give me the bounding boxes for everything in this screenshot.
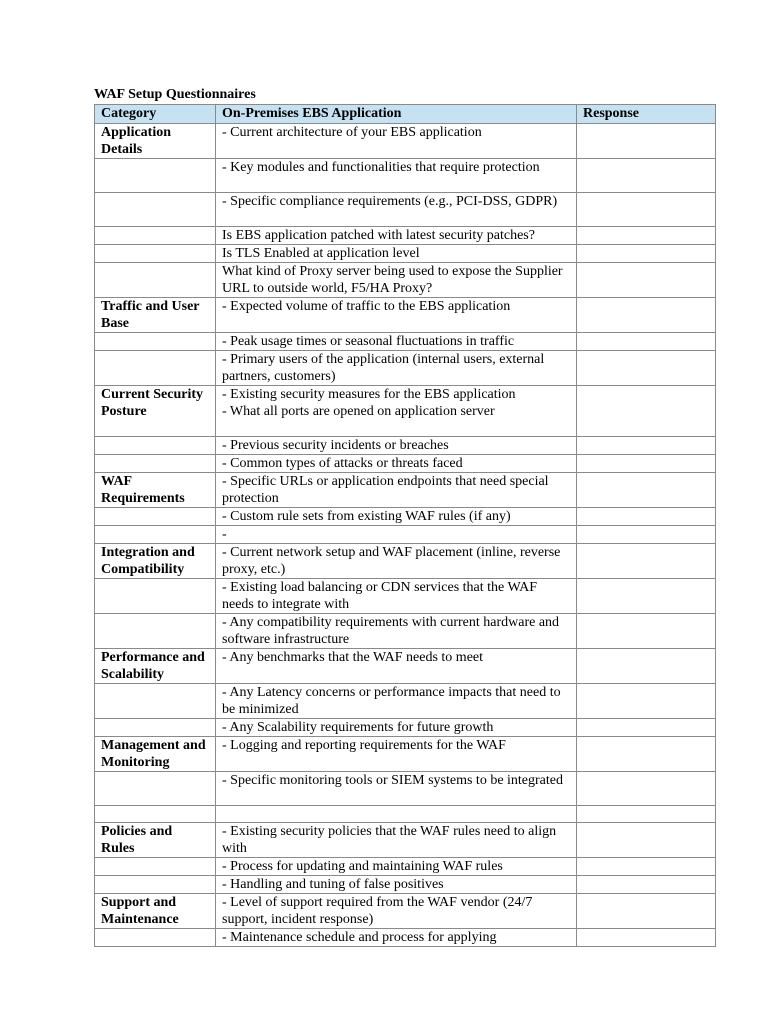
response-cell[interactable] bbox=[577, 772, 716, 806]
question-cell: - Custom rule sets from existing WAF rules (if any) bbox=[216, 508, 577, 526]
question-cell: - Specific monitoring tools or SIEM systems to be integrated bbox=[216, 772, 577, 806]
response-cell[interactable] bbox=[577, 894, 716, 929]
category-cell bbox=[95, 245, 216, 263]
questionnaire-table bbox=[94, 104, 716, 947]
response-cell[interactable] bbox=[577, 719, 716, 737]
table-row bbox=[95, 772, 716, 806]
response-cell[interactable] bbox=[577, 263, 716, 298]
question-cell: - Any Scalability requirements for future growth bbox=[216, 719, 577, 737]
table-row bbox=[95, 544, 716, 579]
table-row bbox=[95, 333, 716, 351]
category-cell bbox=[95, 263, 216, 298]
question-cell: - Current architecture of your EBS application bbox=[216, 124, 577, 159]
question-cell: - Key modules and functionalities that require protection bbox=[216, 159, 577, 193]
category-cell: Performance and Scalability bbox=[95, 649, 216, 684]
table-row bbox=[95, 386, 716, 437]
header-response: Response bbox=[577, 105, 716, 124]
response-cell[interactable] bbox=[577, 159, 716, 193]
table-row bbox=[95, 737, 716, 772]
category-cell bbox=[95, 227, 216, 245]
response-cell[interactable] bbox=[577, 544, 716, 579]
question-cell: - Specific compliance requirements (e.g., PCI-DSS, GDPR) bbox=[216, 193, 577, 227]
header-category: Category bbox=[95, 105, 216, 124]
response-cell[interactable] bbox=[577, 386, 716, 437]
category-cell: Current Security Posture bbox=[95, 386, 216, 437]
category-cell bbox=[95, 684, 216, 719]
response-cell[interactable] bbox=[577, 437, 716, 455]
table-row bbox=[95, 684, 716, 719]
response-cell[interactable] bbox=[577, 579, 716, 614]
question-cell: - Common types of attacks or threats faced bbox=[216, 455, 577, 473]
table-row bbox=[95, 649, 716, 684]
question-cell: What kind of Proxy server being used to expose the Supplier URL to outside world, F5/HA Proxy? bbox=[216, 263, 577, 298]
category-cell bbox=[95, 159, 216, 193]
question-cell: - Any Latency concerns or performance impacts that need to be minimized bbox=[216, 684, 577, 719]
table-row bbox=[95, 455, 716, 473]
question-cell: - bbox=[216, 526, 577, 544]
table-row bbox=[95, 508, 716, 526]
question-cell: - Expected volume of traffic to the EBS application bbox=[216, 298, 577, 333]
question-cell: - Current network setup and WAF placement (inline, reverse proxy, etc.) bbox=[216, 544, 577, 579]
question-cell: - Handling and tuning of false positives bbox=[216, 876, 577, 894]
category-cell bbox=[95, 455, 216, 473]
category-cell: Traffic and User Base bbox=[95, 298, 216, 333]
table-row bbox=[95, 719, 716, 737]
response-cell[interactable] bbox=[577, 193, 716, 227]
table-row bbox=[95, 614, 716, 649]
table-header-row bbox=[95, 105, 716, 124]
category-cell bbox=[95, 772, 216, 806]
table-row bbox=[95, 193, 716, 227]
response-cell[interactable] bbox=[577, 737, 716, 772]
response-cell[interactable] bbox=[577, 298, 716, 333]
category-cell bbox=[95, 876, 216, 894]
response-cell[interactable] bbox=[577, 351, 716, 386]
question-cell: - Existing security measures for the EBS application - What all ports are opened on application server bbox=[216, 386, 577, 437]
question-cell bbox=[216, 806, 577, 823]
question-cell: - Existing security policies that the WAF rules need to align with bbox=[216, 823, 577, 858]
table-row bbox=[95, 159, 716, 193]
question-cell: - Previous security incidents or breaches bbox=[216, 437, 577, 455]
question-cell: - Level of support required from the WAF vendor (24/7 support, incident response) bbox=[216, 894, 577, 929]
table-row bbox=[95, 823, 716, 858]
question-cell: - Any benchmarks that the WAF needs to meet bbox=[216, 649, 577, 684]
table-row bbox=[95, 929, 716, 947]
category-cell bbox=[95, 929, 216, 947]
question-cell: - Process for updating and maintaining WAF rules bbox=[216, 858, 577, 876]
table-row bbox=[95, 124, 716, 159]
category-cell bbox=[95, 437, 216, 455]
table-row bbox=[95, 806, 716, 823]
header-application: On-Premises EBS Application bbox=[216, 105, 577, 124]
response-cell[interactable] bbox=[577, 858, 716, 876]
response-cell[interactable] bbox=[577, 227, 716, 245]
response-cell[interactable] bbox=[577, 526, 716, 544]
category-cell: WAF Requirements bbox=[95, 473, 216, 508]
table-row bbox=[95, 245, 716, 263]
response-cell[interactable] bbox=[577, 929, 716, 947]
table-row bbox=[95, 579, 716, 614]
question-cell: Is TLS Enabled at application level bbox=[216, 245, 577, 263]
question-cell: - Specific URLs or application endpoints that need special protection bbox=[216, 473, 577, 508]
response-cell[interactable] bbox=[577, 649, 716, 684]
category-cell: Integration and Compatibility bbox=[95, 544, 216, 579]
category-cell: Application Details bbox=[95, 124, 216, 159]
category-cell: Management and Monitoring bbox=[95, 737, 216, 772]
question-cell: - Primary users of the application (internal users, external partners, customers) bbox=[216, 351, 577, 386]
question-cell: - Maintenance schedule and process for applying bbox=[216, 929, 577, 947]
table-row bbox=[95, 473, 716, 508]
response-cell[interactable] bbox=[577, 508, 716, 526]
response-cell[interactable] bbox=[577, 876, 716, 894]
table-row bbox=[95, 858, 716, 876]
category-cell bbox=[95, 614, 216, 649]
question-cell: - Any compatibility requirements with current hardware and software infrastructure bbox=[216, 614, 577, 649]
response-cell[interactable] bbox=[577, 124, 716, 159]
category-cell bbox=[95, 351, 216, 386]
response-cell[interactable] bbox=[577, 455, 716, 473]
category-cell bbox=[95, 719, 216, 737]
category-cell bbox=[95, 193, 216, 227]
document-title: WAF Setup Questionnaires bbox=[94, 87, 256, 102]
question-cell: - Peak usage times or seasonal fluctuations in traffic bbox=[216, 333, 577, 351]
question-cell: Is EBS application patched with latest security patches? bbox=[216, 227, 577, 245]
table-body bbox=[95, 124, 716, 947]
table-row bbox=[95, 526, 716, 544]
response-cell[interactable] bbox=[577, 333, 716, 351]
table-row bbox=[95, 263, 716, 298]
category-cell bbox=[95, 508, 216, 526]
response-cell[interactable] bbox=[577, 806, 716, 823]
category-cell bbox=[95, 579, 216, 614]
response-cell[interactable] bbox=[577, 473, 716, 508]
response-cell[interactable] bbox=[577, 614, 716, 649]
table-row bbox=[95, 876, 716, 894]
response-cell[interactable] bbox=[577, 245, 716, 263]
category-cell: Support and Maintenance bbox=[95, 894, 216, 929]
response-cell[interactable] bbox=[577, 823, 716, 858]
question-cell: - Logging and reporting requirements for the WAF bbox=[216, 737, 577, 772]
category-cell bbox=[95, 526, 216, 544]
response-cell[interactable] bbox=[577, 684, 716, 719]
table-row bbox=[95, 227, 716, 245]
table-row bbox=[95, 894, 716, 929]
question-cell: - Existing load balancing or CDN services that the WAF needs to integrate with bbox=[216, 579, 577, 614]
category-cell bbox=[95, 333, 216, 351]
table-row bbox=[95, 351, 716, 386]
table-row bbox=[95, 437, 716, 455]
category-cell: Policies and Rules bbox=[95, 823, 216, 858]
category-cell bbox=[95, 806, 216, 823]
category-cell bbox=[95, 858, 216, 876]
table-row bbox=[95, 298, 716, 333]
